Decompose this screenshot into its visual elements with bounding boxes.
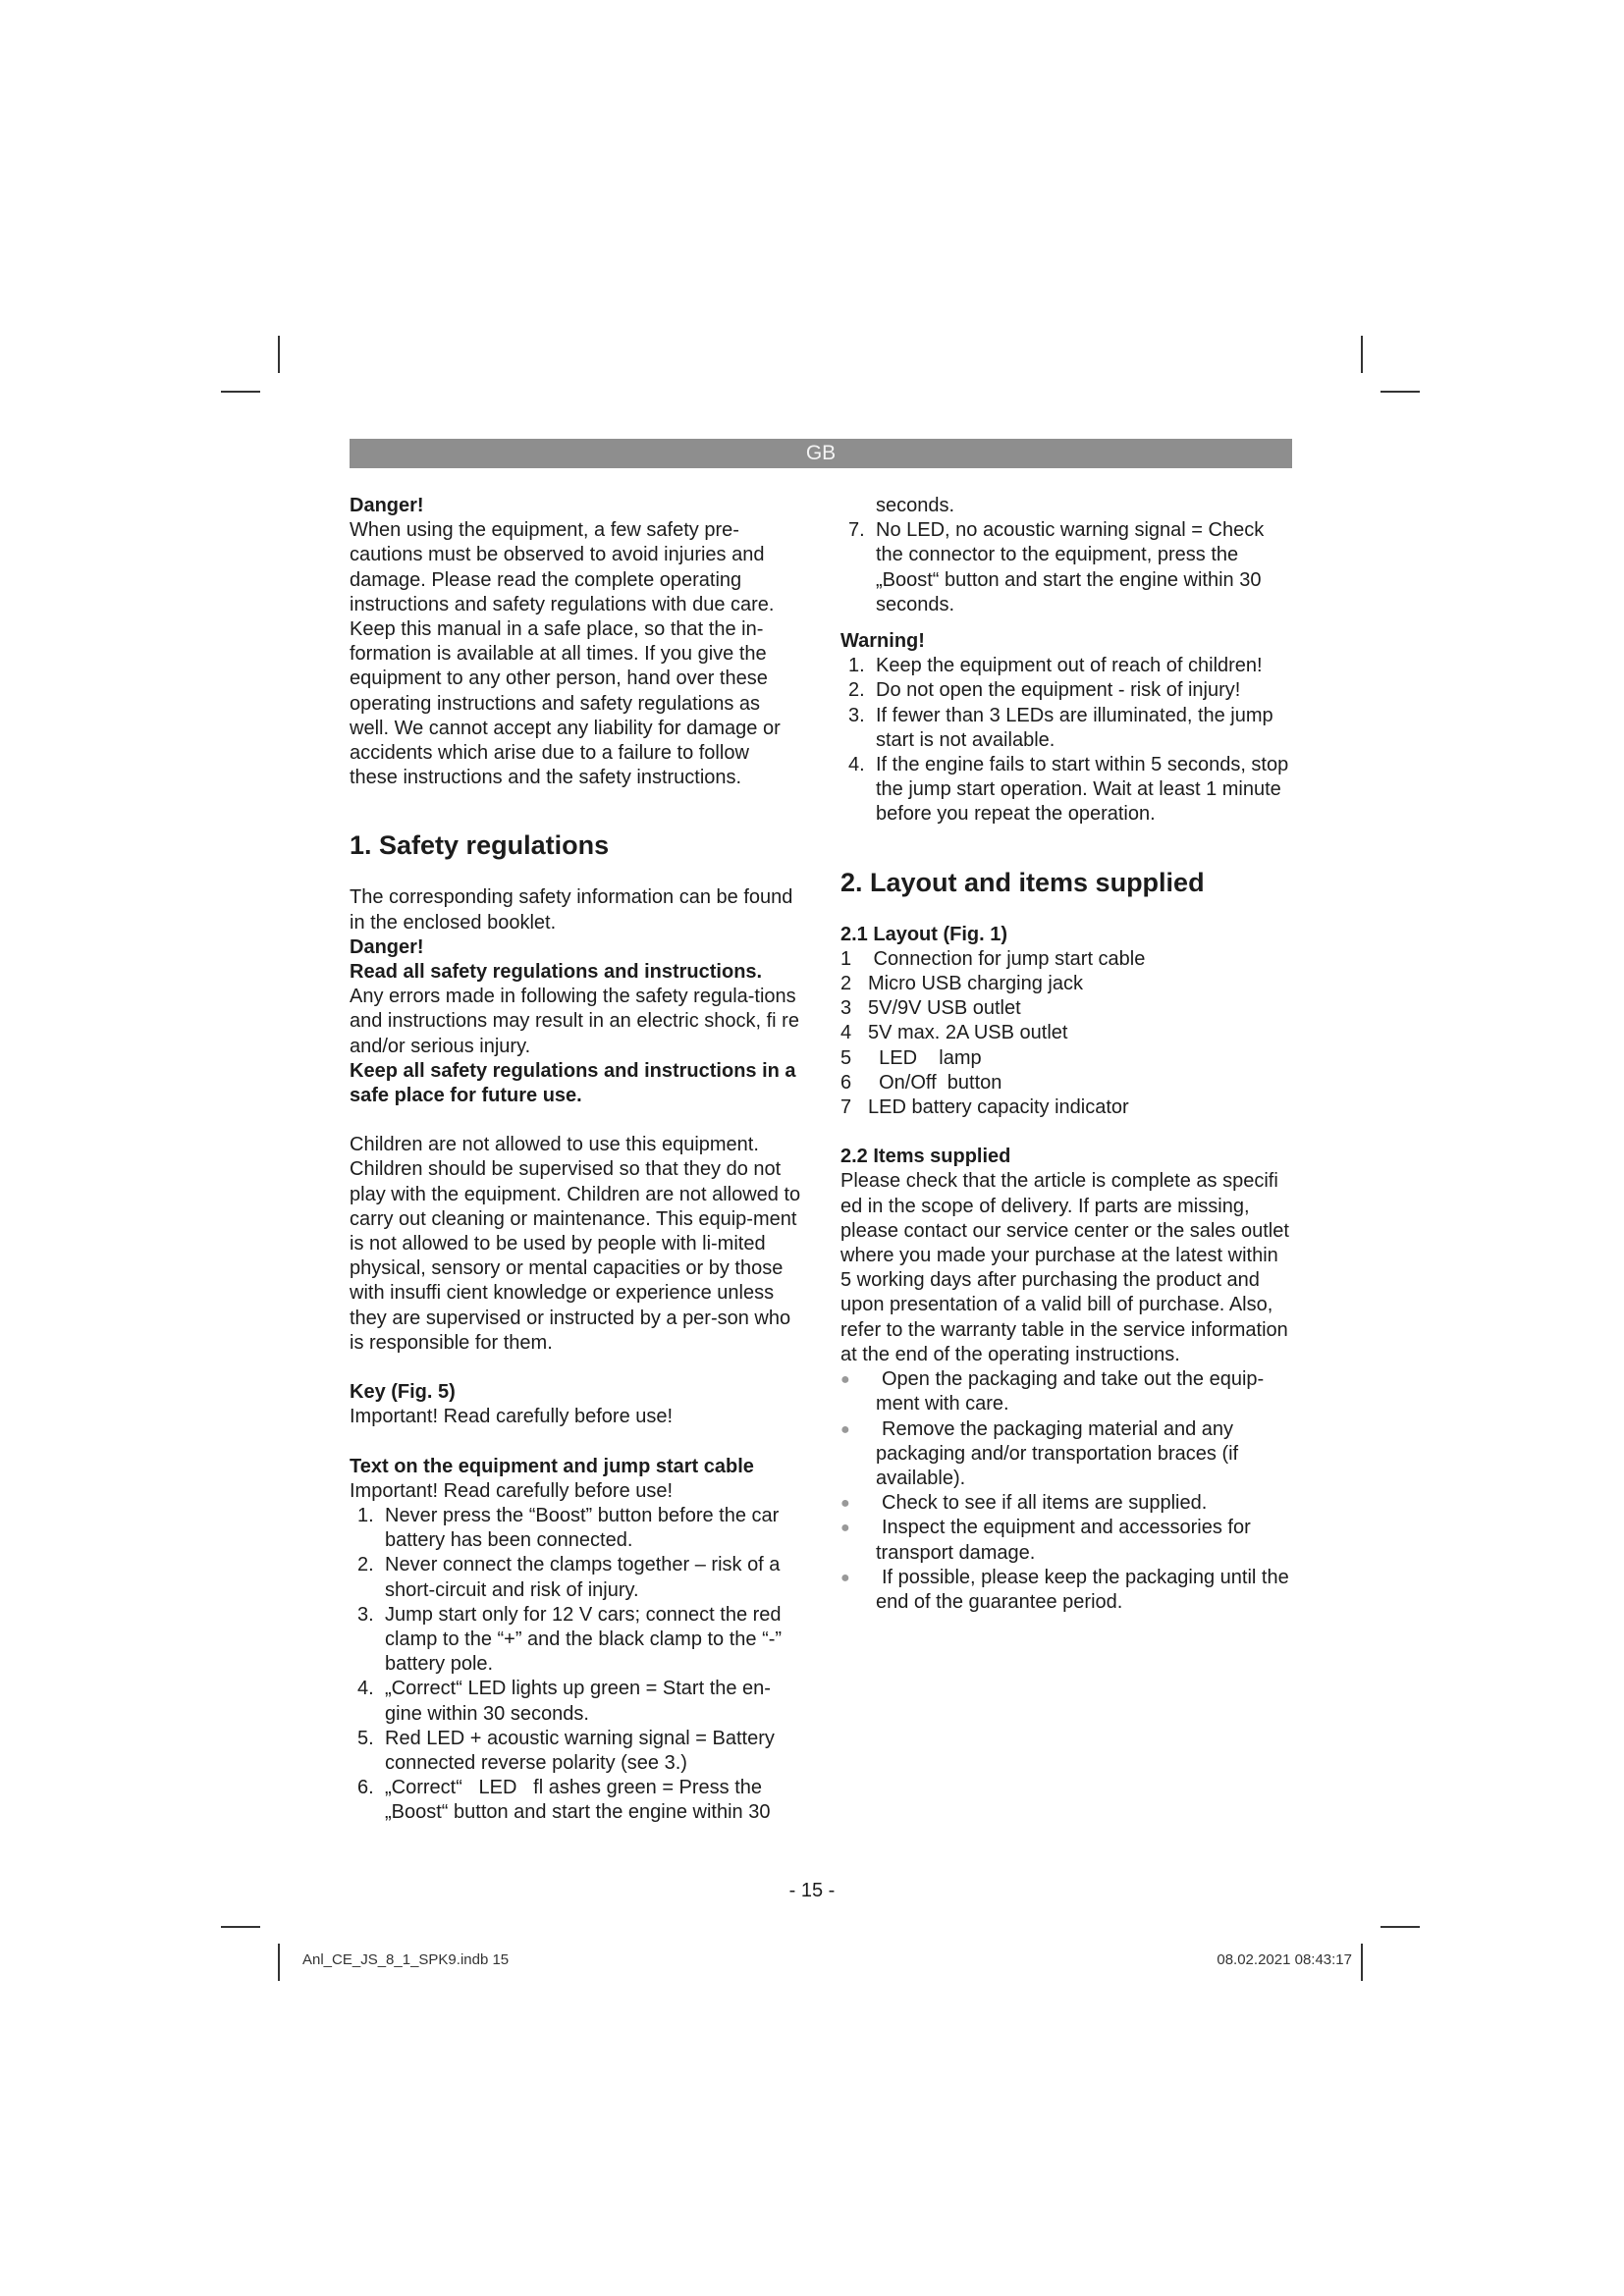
list-item: 7. No LED, no acoustic warning signal = Check the connector to the equipment, press the „Boost“ button and start the engine within 30 seconds.	[848, 519, 1265, 615]
crop-mark-tl-v	[278, 336, 280, 373]
layout-list	[840, 947, 1292, 1120]
items-supplied-heading: 2.2 Items supplied	[840, 1146, 1011, 1168]
key-heading: Key (Fig. 5)	[350, 1381, 456, 1404]
left-column	[350, 494, 801, 1826]
language-label: GB	[805, 442, 837, 464]
crop-mark-bl-v	[278, 1944, 280, 1981]
list-item: 7 LED battery capacity indicator	[840, 1096, 1129, 1119]
list-item: ● If possible, please keep the packaging until the end of the guarantee period.	[840, 1566, 1289, 1613]
equipment-text-list-continued	[840, 518, 1292, 617]
bullet-icon: ●	[840, 1371, 850, 1389]
errors-paragraph: Any errors made in following the safety regula-tions and instructions may result in an electric shock, fi re and/or serious injury.	[350, 986, 799, 1057]
list-item: 6 On/Off button	[840, 1071, 1002, 1094]
danger-heading: Danger!	[350, 495, 424, 516]
footer-timestamp: 08.02.2021 08:43:17	[1217, 1951, 1352, 1968]
list-item: ● Remove the packaging material and any packaging and/or transportation braces (if available).	[840, 1417, 1239, 1489]
layout-heading: 2.1 Layout (Fig. 1)	[840, 923, 1008, 945]
warning-list	[840, 654, 1292, 827]
list-item: 6. „Correct“ LED fl ashes green = Press the „Boost“ button and start the engine within 30	[357, 1777, 771, 1824]
list-item: 4. „Correct“ LED lights up green = Start the en-gine within 30 seconds.	[357, 1678, 771, 1725]
crop-mark-tr-h	[1380, 391, 1420, 393]
right-column	[840, 494, 1292, 1615]
footer-file-name: Anl_CE_JS_8_1_SPK9.indb 15	[302, 1951, 510, 1968]
list-item: 5 LED lamp	[840, 1046, 982, 1069]
bullet-icon: ●	[840, 1520, 850, 1537]
section-1-heading: 1. Safety regulations	[350, 830, 610, 861]
list-item: 5. Red LED + acoustic warning signal = Battery connected reverse polarity (see 3.)	[357, 1727, 775, 1774]
equipment-text-intro: Important! Read carefully before use!	[350, 1479, 674, 1502]
key-paragraph: Important! Read carefully before use!	[350, 1406, 674, 1428]
crop-mark-bl-h	[221, 1926, 260, 1928]
list-item: 3 5V/9V USB outlet	[840, 997, 1021, 1020]
equipment-text-heading: Text on the equipment and jump start cable	[350, 1455, 754, 1477]
list-item: ● Open the packaging and take out the equip-ment with care.	[840, 1368, 1265, 1415]
list-item: 1. Keep the equipment out of reach of children!	[848, 655, 1263, 677]
read-all-instructions: Read all safety regulations and instructions.	[350, 961, 763, 984]
list-item: 1 Connection for jump start cable	[840, 947, 1146, 970]
list-item: 2. Never connect the clamps together – risk of a short-circuit and risk of injury.	[357, 1554, 781, 1601]
bullet-icon: ●	[840, 1495, 850, 1513]
bullet-icon: ●	[840, 1420, 850, 1438]
page-number: - 15 -	[788, 1880, 836, 1901]
items-supplied-bullets	[840, 1367, 1292, 1615]
keep-instructions: Keep all safety regulations and instructions in a safe place for future use.	[350, 1059, 796, 1107]
crop-mark-br-h	[1380, 1926, 1420, 1928]
warning-heading: Warning!	[840, 630, 925, 653]
crop-mark-br-v	[1361, 1944, 1363, 1981]
section-2-heading: 2. Layout and items supplied	[840, 867, 1205, 897]
children-paragraph: Children are not allowed to use this equipment. Children should be supervised so that they do not play with the equipment. Children are not allowed to carry out cleaning or maintenance. This equip-ment is not allowed to be used by people with li-mited physical, sensory or mental capacities or by those with insuffi cient knowledge or experience unless they are supervised or instructed by a per-son who is responsible for them.	[350, 1134, 801, 1354]
crop-mark-tr-v	[1361, 336, 1363, 373]
list-item: 2 Micro USB charging jack	[840, 973, 1083, 995]
language-header-band	[350, 439, 1292, 468]
list-item: 2. Do not open the equipment - risk of injury!	[848, 679, 1241, 702]
list-item: 1. Never press the “Boost” button before the car battery has been connected.	[357, 1504, 780, 1552]
danger-heading-2: Danger!	[350, 935, 424, 958]
list-item: ● Check to see if all items are supplied.	[840, 1491, 1292, 1516]
list-item: 3. If fewer than 3 LEDs are illuminated, the jump start is not available.	[848, 704, 1273, 751]
list-item: 3. Jump start only for 12 V cars; connect the red clamp to the “+” and the black clamp to the “-” battery pole.	[357, 1603, 783, 1676]
equipment-text-list	[350, 1504, 801, 1826]
list-item: 4 5V max. 2A USB outlet	[840, 1022, 1068, 1044]
danger-paragraph: When using the equipment, a few safety pre-cautions must be observed to avoid injuries and damage. Please read the complete operating instructions and safety regulations with due care. Keep this manual in a safe place, so that the in-formation is available at all times. If you give the equipment to any other person, hand over these operating instructions and safety regulations as well. We cannot accept any liability for damage or accidents which arise due to a failure to follow these instructions and the safety instructions.	[350, 519, 781, 789]
continued-text: seconds.	[876, 495, 955, 516]
list-item: 4. If the engine fails to start within 5 seconds, stop the jump start operation. Wait at least 1 minute before you repeat the operation.	[848, 754, 1289, 826]
crop-mark-tl-h	[221, 391, 260, 393]
items-supplied-paragraph: Please check that the article is complete as specifi ed in the scope of delivery. If parts are missing, please contact our service center or the sales outlet where you made your purchase at the latest within 5 working days after purchasing the product and upon presentation of a valid bill of purchase. Also, refer to the warranty table in the service information at the end of the operating instructions.	[840, 1170, 1289, 1365]
list-item: ● Inspect the equipment and accessories for transport damage.	[840, 1517, 1251, 1564]
bullet-icon: ●	[840, 1569, 850, 1586]
booklet-paragraph: The corresponding safety information can be found in the enclosed booklet.	[350, 886, 793, 934]
